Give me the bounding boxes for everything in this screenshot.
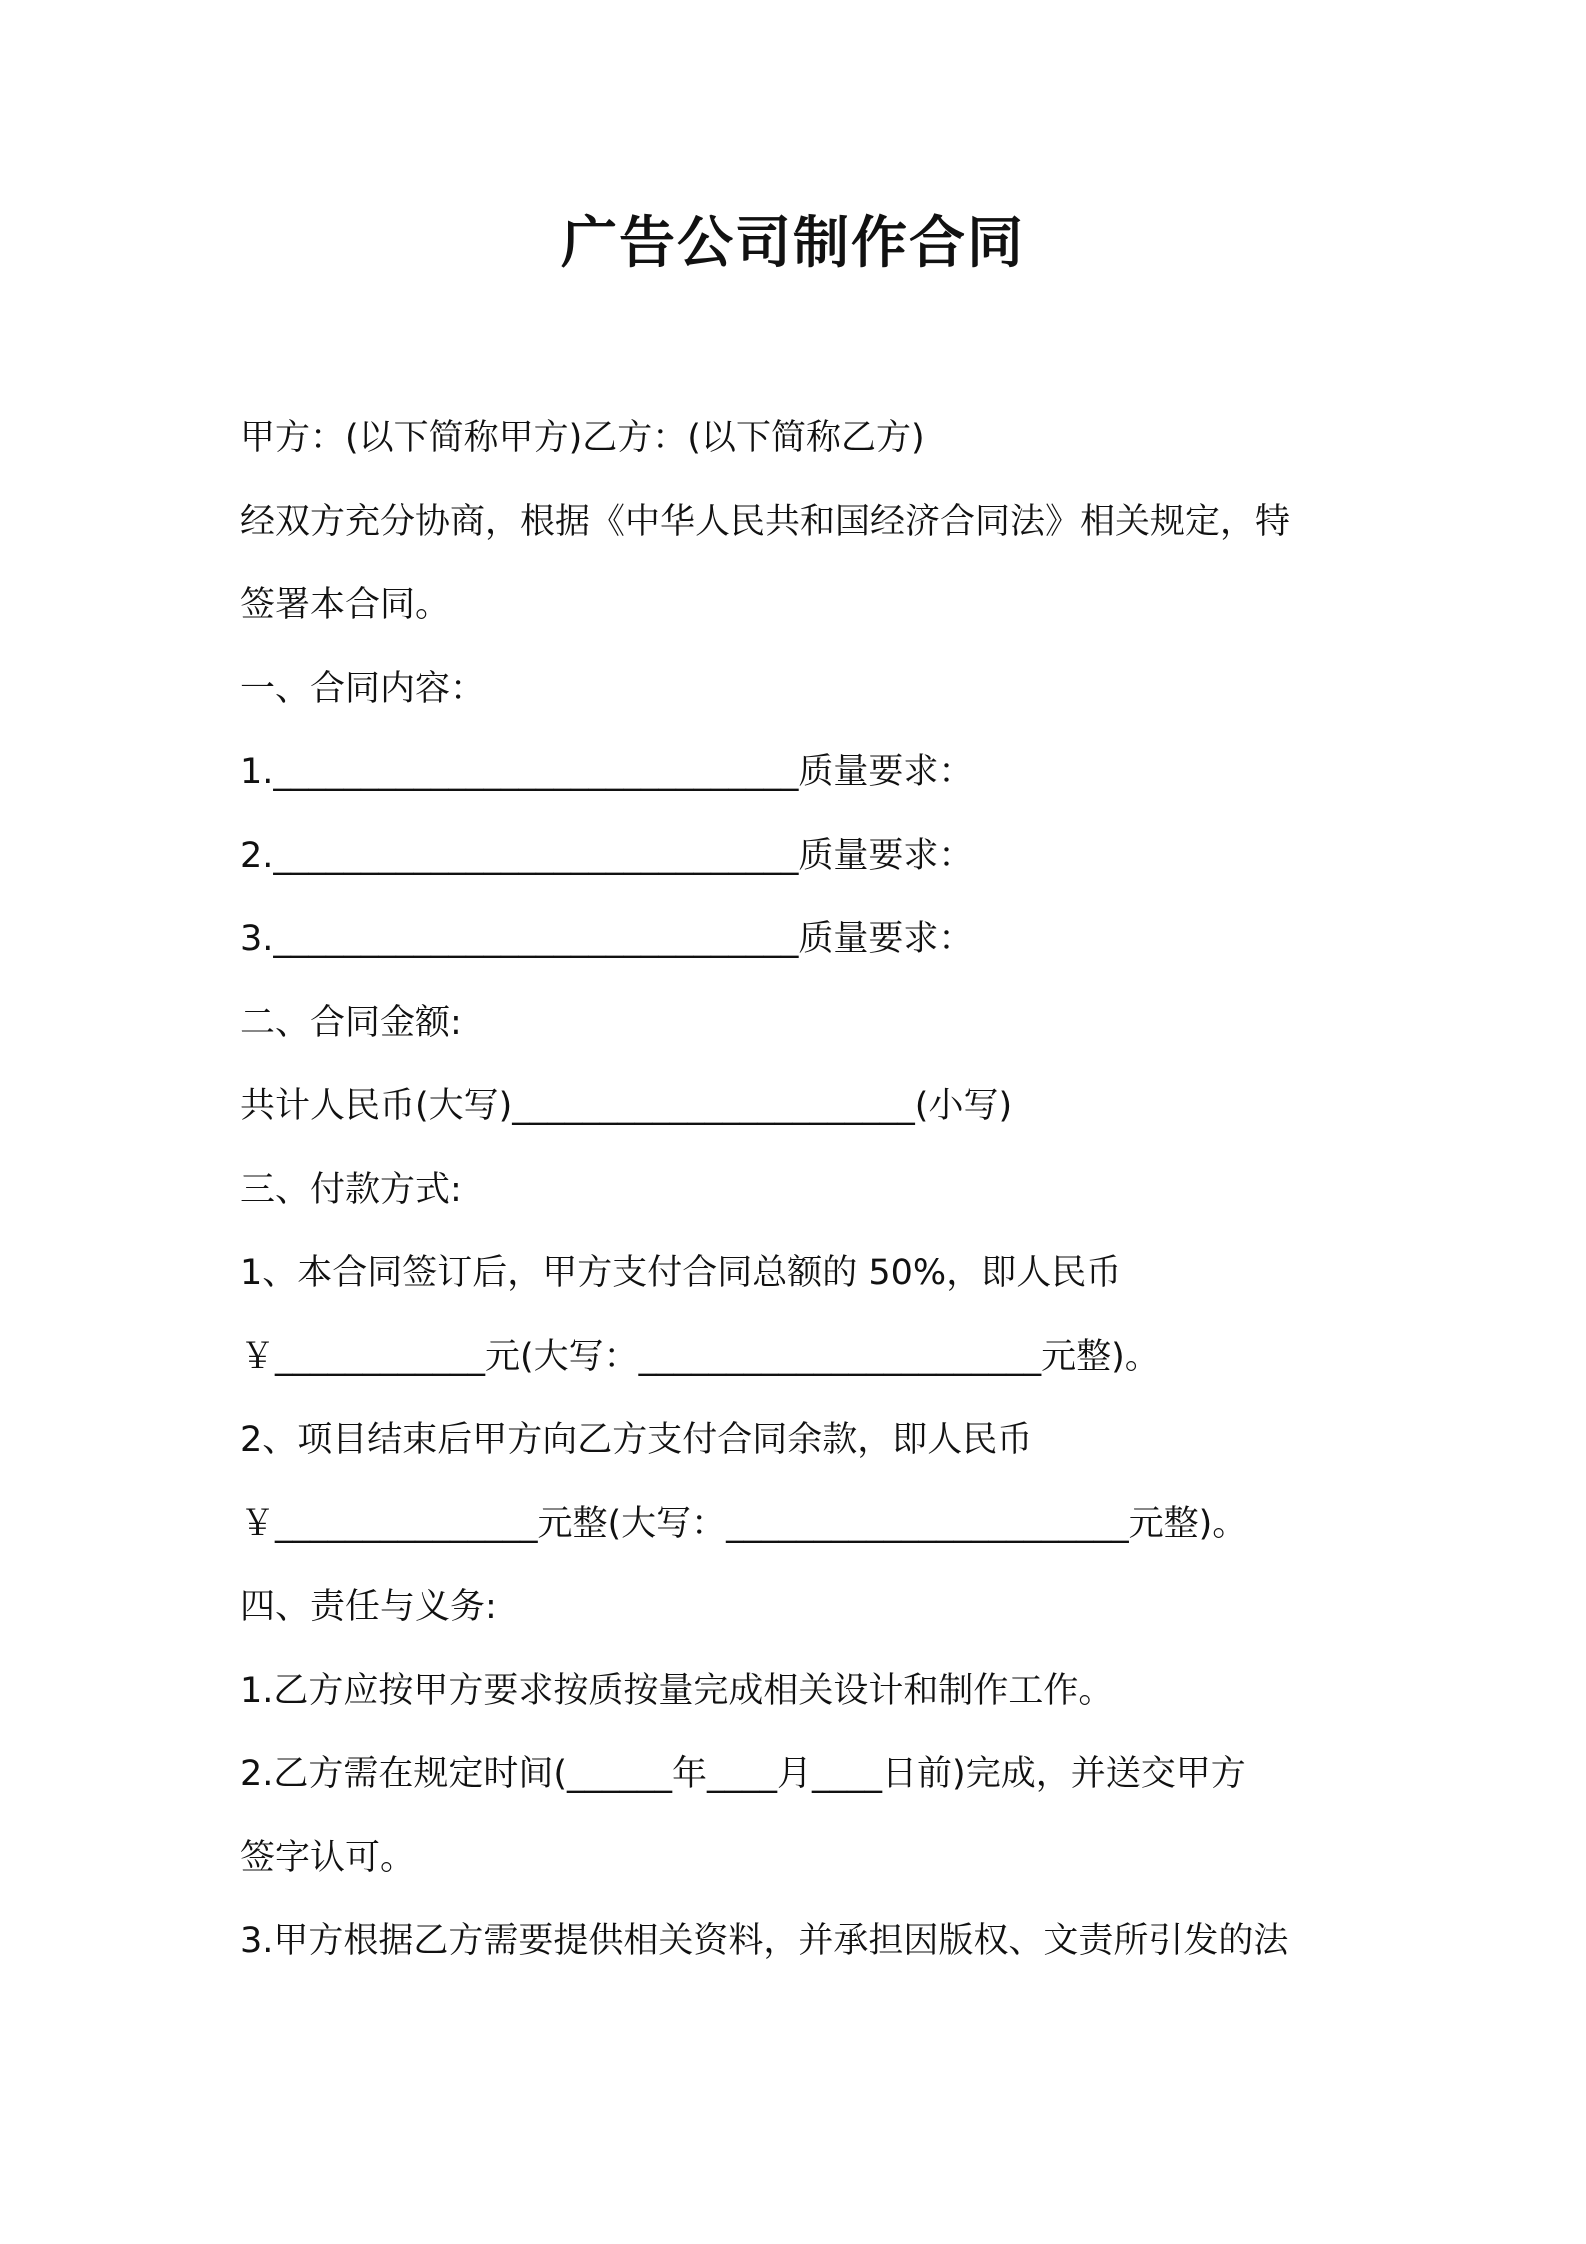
parties-line: 甲方：(以下简称甲方)乙方：(以下简称乙方) (240, 418, 925, 458)
section-heading-amount: 二、合同金额: (240, 1003, 462, 1043)
payment-item-2-amount: ￥_______________元整(大写：_______________________元整)。 (240, 1504, 1248, 1544)
duty-item-2: 2.乙方需在规定时间(______年____月____日前)完成，并送交甲方 (240, 1754, 1246, 1794)
duty-item-1: 1.乙方应按甲方要求按质按量完成相关设计和制作工作。 (240, 1671, 1114, 1711)
section-heading-payment: 三、付款方式: (240, 1170, 462, 1210)
content-item-3: 3.______________________________质量要求： (240, 919, 974, 959)
content-item-1: 1.______________________________质量要求： (240, 752, 974, 792)
duty-item-2-continued: 签字认可。 (240, 1838, 416, 1878)
section-heading-content: 一、合同内容： (240, 669, 486, 709)
section-heading-duties: 四、责任与义务: (240, 1587, 497, 1627)
duty-item-3: 3.甲方根据乙方需要提供相关资料，并承担因版权、文责所引发的法 (240, 1921, 1289, 1961)
amount-line: 共计人民币(大写)_______________________(小写) (240, 1086, 1013, 1126)
document-title: 广告公司制作合同 (561, 211, 1025, 276)
content-item-2: 2.______________________________质量要求： (240, 836, 974, 876)
payment-item-2: 2、项目结束后甲方向乙方支付合同余款，即人民币 (240, 1420, 1033, 1460)
payment-item-1: 1、本合同签订后，甲方支付合同总额的 50%，即人民币 (240, 1253, 1122, 1293)
preamble-line-1: 经双方充分协商，根据《中华人民共和国经济合同法》相关规定，特 (240, 502, 1291, 542)
preamble-line-2: 签署本合同。 (240, 585, 451, 625)
payment-item-1-amount: ￥____________元(大写：_______________________元整)。 (240, 1337, 1160, 1377)
